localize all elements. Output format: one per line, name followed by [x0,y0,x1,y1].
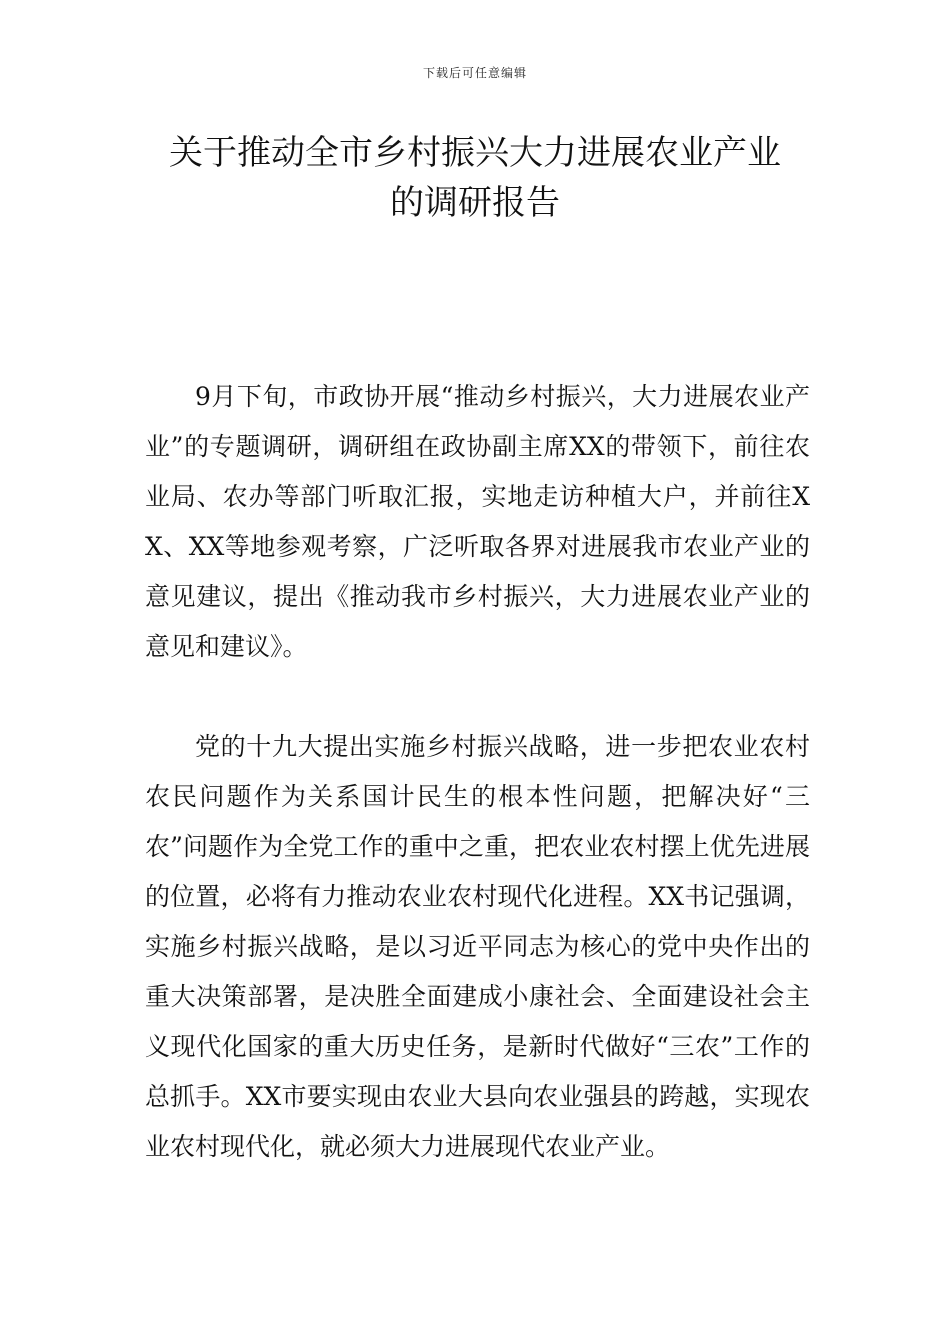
document-title [120,128,830,228]
body-paragraph-2: 党的十九大提出实施乡村振兴战略，进一步把农业农村农民问题作为关系国计民生的根本性问题，把解决好“三农”问题作为全党工作的重中之重，把农业农村摆上优先进展的位置，必将有力推动农业农村现代化进程。XX书记强调，实施乡村振兴战略，是以习近平同志为核心的党中央作出的重大决策部署，是决胜全面建成小康社会、全面建设社会主义现代化国家的重大历史任务，是新时代做好“三农”工作的总抓手。XX市要实现由农业大县向农业强县的跨越，实现农业农村现代化，就必须大力进展现代农业产业。 [145,732,810,1161]
body-paragraph-1: 9月下旬，市政协开展“推动乡村振兴，大力进展农业产业”的专题调研，调研组在政协副主席XX的带领下，前往农业局、农办等部门听取汇报，实地走访种植大户，并前往XX、XX等地参观考察，广泛听取各界对进展我市农业产业的意见建议，提出《推动我市乡村振兴，大力进展农业产业的意见和建议》。 [145,382,810,661]
document-title-line-2: 的调研报告 [390,183,560,223]
document-title-line-1: 关于推动全市乡村振兴大力进展农业产业 [169,133,781,173]
header-note: 下载后可任意编辑 [422,66,527,80]
